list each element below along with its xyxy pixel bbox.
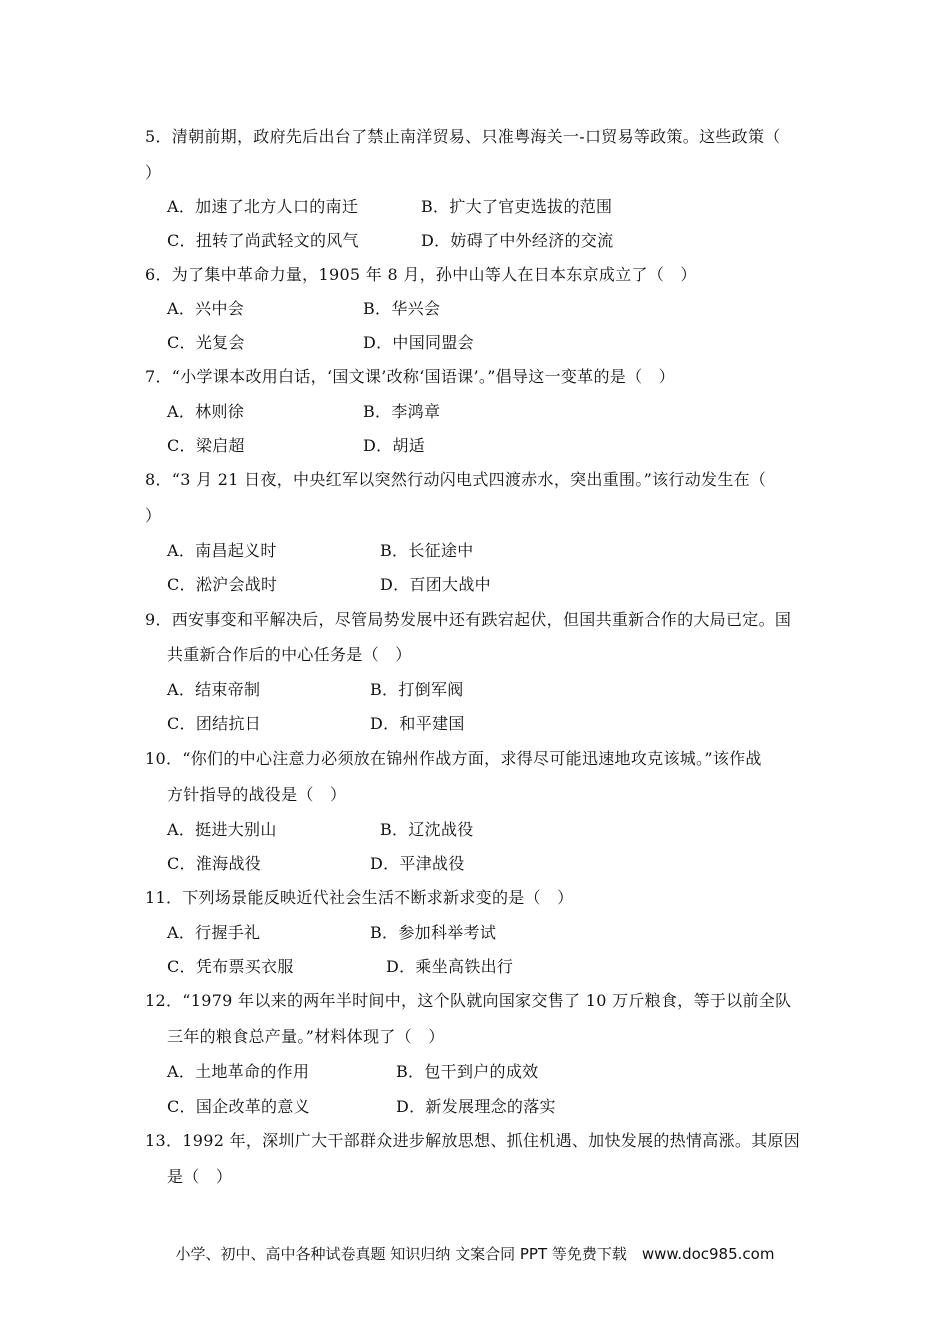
question-12-option-d: D．新发展理念的落实 [396, 1097, 556, 1116]
question-7-option-a: A．林则徐 [167, 402, 245, 421]
question-12-option-c: C．国企改革的意义 [167, 1097, 310, 1116]
question-9-option-b: B．打倒军阀 [370, 680, 464, 699]
question-8-option-c: C．淞沪会战时 [167, 575, 278, 594]
question-8-option-a: A．南昌起义时 [167, 541, 277, 560]
question-10-option-d: D．平津战役 [370, 854, 465, 873]
question-13-stem-cont: 是（ ） [167, 1167, 233, 1186]
question-6-option-b: B．华兴会 [363, 299, 441, 318]
question-10-stem-cont: 方针指导的战役是（ ） [167, 785, 347, 804]
question-6-option-d: D．中国同盟会 [363, 333, 474, 352]
question-8-option-d: D．百团大战中 [380, 575, 491, 594]
question-9-option-a: A．结束帝制 [167, 680, 261, 699]
question-11-option-b: B．参加科举考试 [370, 923, 497, 942]
question-5-stem-cont: ） [145, 163, 162, 182]
question-5-option-b: B．扩大了官吏选拔的范围 [421, 197, 613, 216]
question-10-option-a: A．挺进大别山 [167, 820, 277, 839]
question-5-stem: 5．清朝前期，政府先后出台了禁止南洋贸易、只准粤海关一-口贸易等政策。这些政策（ [145, 127, 781, 146]
question-7-stem: 7．“小学课本改用白话，‘国文课’改称‘国语课’。”倡导这一变革的是（ ） [145, 367, 675, 386]
question-10-stem: 10．“你们的中心注意力必须放在锦州作战方面，求得尽可能迅速地攻克该城。”该作战 [145, 749, 762, 768]
question-10-option-b: B．辽沈战役 [380, 820, 474, 839]
question-8-stem: 8．“3 月 21 日夜，中央红军以突然行动闪电式四渡赤水，突出重围。”该行动发生在（ [145, 470, 767, 489]
question-11-option-d: D．乘坐高铁出行 [386, 957, 514, 976]
question-11-option-c: C．凭布票买衣服 [167, 957, 294, 976]
question-9-option-d: D．和平建国 [370, 714, 465, 733]
question-8-option-b: B．长征途中 [380, 541, 474, 560]
question-5-option-a: A．加速了北方人口的南迁 [167, 197, 359, 216]
question-6-option-c: C．光复会 [167, 333, 245, 352]
question-11-option-a: A．行握手礼 [167, 923, 261, 942]
question-12-option-a: A．土地革命的作用 [167, 1062, 310, 1081]
question-7-option-c: C．梁启超 [167, 436, 245, 455]
question-12-stem-cont: 三年的粮食总产量。”材料体现了（ ） [167, 1027, 445, 1046]
question-6-stem: 6．为了集中革命力量，1905 年 8 月，孙中山等人在日本东京成立了（ ） [145, 265, 697, 284]
question-9-stem-cont: 共重新合作后的中心任务是（ ） [167, 645, 412, 664]
question-9-option-c: C．团结抗日 [167, 714, 262, 733]
question-7-option-b: B．李鸿章 [363, 402, 441, 421]
question-9-stem: 9．西安事变和平解决后，尽管局势发展中还有跌宕起伏，但国共重新合作的大局已定。国 [145, 610, 792, 629]
question-11-stem: 11．下列场景能反映近代社会生活不断求新求变的是（ ） [145, 888, 574, 907]
question-10-option-c: C．淮海战役 [167, 854, 262, 873]
question-12-option-b: B．包干到户的成效 [396, 1062, 539, 1081]
question-13-stem: 13．1992 年，深圳广大干部群众进步解放思想、抓住机遇、加快发展的热情高涨。其原因 [145, 1131, 801, 1150]
question-12-stem: 12．“1979 年以来的两年半时间中，这个队就向国家交售了 10 万斤粮食，等于以前全队 [145, 991, 792, 1010]
footer-download-banner: 小学、初中、高中各种试卷真题 知识归纳 文案合同 PPT 等免费下载 www.doc985.com [175, 1245, 775, 1263]
question-5-option-c: C．扭转了尚武轻文的风气 [167, 231, 359, 250]
question-8-stem-cont: ） [145, 506, 162, 525]
question-6-option-a: A．兴中会 [167, 299, 245, 318]
question-5-option-d: D．妨碍了中外经济的交流 [421, 231, 614, 250]
question-7-option-d: D．胡适 [363, 436, 426, 455]
